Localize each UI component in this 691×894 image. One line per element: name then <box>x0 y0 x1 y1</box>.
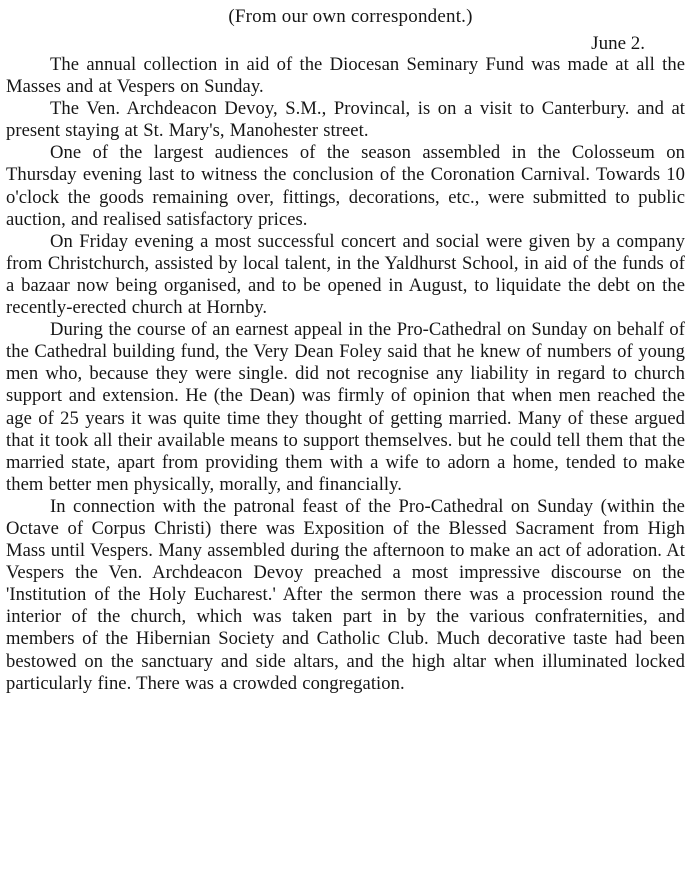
paragraph-hornby-concert: On Friday evening a most successful concert and social were given by a company from Christchurch, assisted by local talent, in the Yaldhurst School, in aid of the funds of a bazaar now being organised, and to be opened in August, to liquidate the debt on the recently-erected church at Hornby. <box>6 230 685 319</box>
byline: (From our own correspondent.) <box>228 6 473 27</box>
paragraph-archdeacon-visit: The Ven. Archdeacon Devoy, S.M., Provincal, is on a visit to Canterbury. and at present staying at St. Mary's, Manohester street. <box>6 98 685 142</box>
dateline: June 2. <box>591 33 645 54</box>
paragraph-seminary-fund: The annual collection in aid of the Diocesan Seminary Fund was made at all the Masses and at Vespers on Sunday. <box>6 54 685 98</box>
paragraph-dean-appeal: During the course of an earnest appeal in the Pro-Cathedral on Sunday on behalf of the Cathedral building fund, the Very Dean Foley said that he knew of numbers of young men who, because they were single. did not recognise any liability in regard to church support and extension. He (the Dean) was firmly of opinion that when men reached the age of 25 years it was quite time they thought of getting married. Many of these argued that it took all their available means to support themselves. but he could tell them that the married state, apart from providing them with a wife to adorn a home, tended to make them better men physically, morally, and financially. <box>6 319 685 495</box>
paragraph-coronation-carnival: One of the largest audiences of the season assembled in the Colosseum on Thursday evening last to witness the conclusion of the Coronation Carnival. Towards 10 o'clock the goods remaining over, fittings, decorations, etc., were submitted to public auction, and realised satisfactory prices. <box>6 142 685 230</box>
paragraph-patronal-feast: In connection with the patronal feast of the Pro-Cathedral on Sunday (within the Octave of Corpus Christi) there was Exposition of the Blessed Sacrament from High Mass until Vespers. Many assembled during the afternoon to make an act of adoration. At Vespers the Ven. Archdeacon Devoy preached a most impressive discourse on the 'Institution of the Holy Eucharest.' After the sermon there was a procession round the interior of the church, which was taken part in by the various confraternities, and members of the Hibernian Society and Catholic Club. Much decorative taste had been bestowed on the sanctuary and side altars, and the high altar when illuminated locked particularly fine. There was a crowded congregation. <box>6 495 685 694</box>
